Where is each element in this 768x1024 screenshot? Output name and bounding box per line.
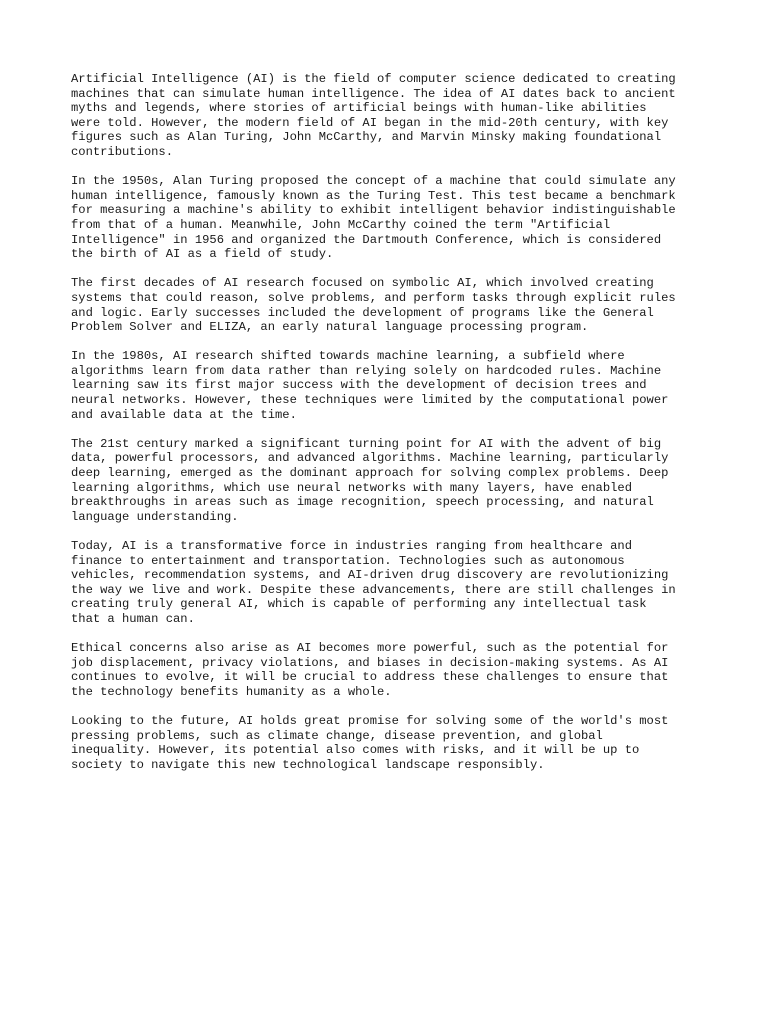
paragraph-machine-learning: In the 1980s, AI research shifted towards machine learning, a subfield where algorithms learn from data rather than relying solely on hardcoded rules. Machine learning saw its first major success with the development of decision trees and neural networks. However, these techniques were limited by the computational power and available data at the time. [71, 349, 669, 422]
paragraph-history: Artificial Intelligence (AI) is the field of computer science dedicated to creating machines that can simulate human intelligence. The idea of AI dates back to ancient myths and legends, where stories of artificial beings with human-like abilities were told. However, the modern field of AI began in the mid-20th century, with key figures such as Alan Turing, John McCarthy, and Marvin Minsky making foundational contributions. [71, 72, 676, 159]
paragraph-today: Today, AI is a transformative force in industries ranging from healthcare and finance to entertainment and transportation. Technologies such as autonomous vehicles, recommendation systems, and AI-driven drug discovery are revolutionizing the way we live and work. Despite these advancements, there are still challenges in creating truly general AI, which is capable of performing any intellectual task that a human can. [71, 539, 676, 626]
paragraph-symbolic-ai: The first decades of AI research focused on symbolic AI, which involved creating systems that could reason, solve problems, and perform tasks through explicit rules and logic. Early successes included the development of programs like the General Problem Solver and ELIZA, an early natural language processing program. [71, 276, 676, 335]
paragraph-deep-learning: The 21st century marked a significant turning point for AI with the advent of big data, powerful processors, and advanced algorithms. Machine learning, particularly deep learning, emerged as the dominant approach for solving complex problems. Deep learning algorithms, which use neural networks with many layers, have enabled breakthroughs in areas such as image recognition, speech processing, and natural language understanding. [71, 436, 669, 524]
paragraph-turing: In the 1950s, Alan Turing proposed the concept of a machine that could simulate any human intelligence, famously known as the Turing Test. This test became a benchmark for measuring a machine's ability to exhibit intelligent behavior indistinguishable from that of a human. Meanwhile, John McCarthy coined the term "Artificial Intelligence" in 1956 and organized the Dartmouth Conference, which is considered the birth of AI as a field of study. [71, 174, 676, 262]
paragraph-ethics: Ethical concerns also arise as AI becomes more powerful, such as the potential for job displacement, privacy violations, and biases in decision-making systems. As AI continues to evolve, it will be crucial to address these challenges to ensure that the technology benefits humanity as a whole. [71, 641, 669, 699]
paragraph-future: Looking to the future, AI holds great promise for solving some of the world's most pressing problems, such as climate change, disease prevention, and global inequality. However, its potential also comes with risks, and it will be up to society to navigate this new technological landscape responsibly. [71, 714, 669, 772]
document-page [71, 72, 711, 787]
